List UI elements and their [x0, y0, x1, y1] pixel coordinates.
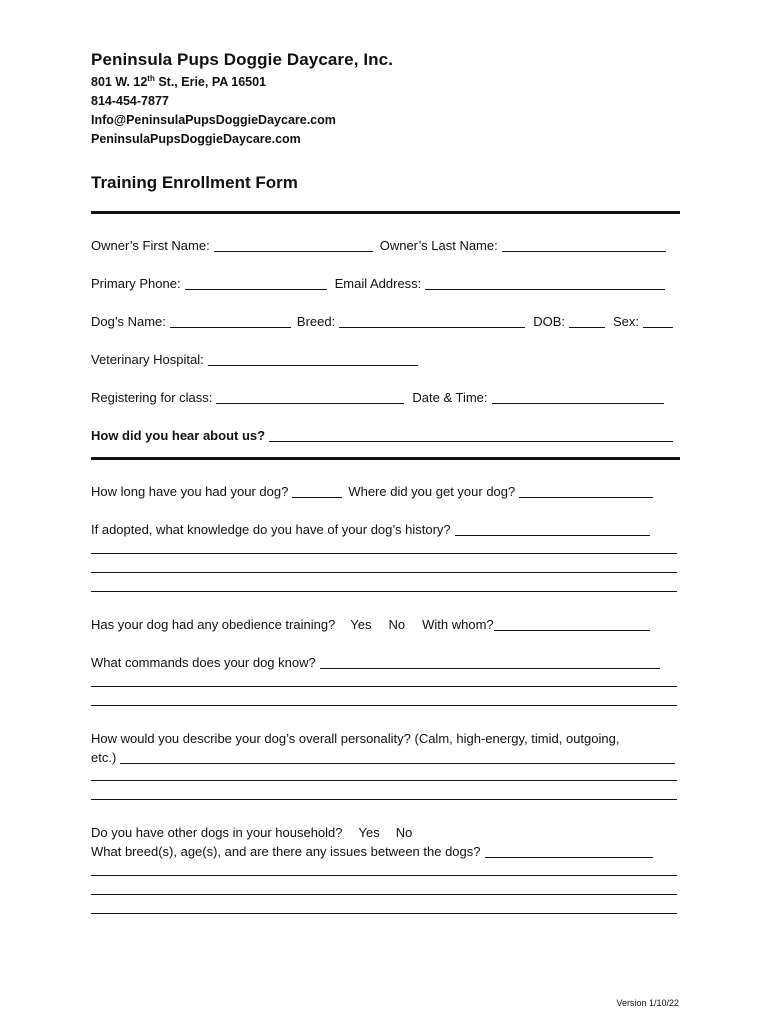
dog-info-row	[91, 309, 681, 329]
sex-label: Sex:	[613, 314, 640, 329]
date-time-label: Date & Time:	[412, 390, 488, 405]
dob-label: DOB:	[533, 314, 566, 329]
breeds-ages-field[interactable]	[485, 843, 653, 858]
owner-last-name-label: Owner’s Last Name:	[379, 238, 498, 253]
owner-last-name-field[interactable]	[502, 237, 666, 252]
address-ordinal-suffix: th	[147, 74, 155, 83]
adopted-history-field[interactable]	[455, 521, 650, 536]
how-long-field[interactable]	[292, 483, 342, 498]
version-label: Version 1/10/22	[616, 998, 679, 1008]
address-city: St., Erie, PA 16501	[154, 75, 267, 90]
website-line: PeninsulaPupsDoggieDaycare.com	[91, 132, 301, 146]
primary-phone-label: Primary Phone:	[91, 276, 181, 291]
dog-name-label: Dog’s Name:	[91, 314, 166, 329]
personality-row	[91, 726, 681, 746]
answer-line[interactable]	[91, 799, 677, 800]
answer-line[interactable]	[91, 591, 677, 592]
answer-line[interactable]	[91, 875, 677, 876]
owner-first-name-label: Owner’s First Name:	[91, 238, 210, 253]
breeds-ages-label: What breed(s), age(s), and are there any issues between the dogs?	[91, 844, 481, 859]
primary-phone-field[interactable]	[185, 275, 327, 290]
where-got-field[interactable]	[519, 483, 653, 498]
company-name: Peninsula Pups Doggie Daycare, Inc.	[91, 50, 394, 69]
answer-line[interactable]	[91, 705, 677, 706]
veterinary-hospital-label: Veterinary Hospital:	[91, 352, 204, 367]
dog-name-field[interactable]	[170, 313, 291, 328]
commands-label: What commands does your dog know?	[91, 655, 316, 670]
owner-name-row	[91, 233, 681, 253]
obedience-label: Has your dog had any obedience training?	[91, 617, 336, 632]
personality-label: How would you describe your dog’s overall personality? (Calm, high-energy, timid, outgoing,	[91, 731, 620, 746]
personality-field[interactable]	[120, 749, 675, 764]
adopted-row	[91, 517, 681, 537]
veterinary-hospital-field[interactable]	[208, 351, 418, 366]
address-line	[91, 75, 266, 89]
answer-line[interactable]	[91, 572, 677, 573]
ownership-row	[91, 479, 681, 499]
address-street: 801 W. 12	[91, 75, 148, 90]
answer-line[interactable]	[91, 553, 677, 554]
obedience-no-option[interactable]: No	[388, 617, 406, 632]
owner-first-name-field[interactable]	[214, 237, 373, 252]
form-title: Training Enrollment Form	[91, 173, 298, 192]
with-whom-label: With whom?	[422, 617, 494, 632]
date-time-field[interactable]	[492, 389, 664, 404]
where-got-label: Where did you get your dog?	[348, 484, 516, 499]
commands-row	[91, 650, 681, 670]
email-address-field[interactable]	[425, 275, 665, 290]
registering-class-field[interactable]	[216, 389, 404, 404]
answer-line[interactable]	[91, 780, 677, 781]
phone-line: 814-454-7877	[91, 94, 169, 108]
divider	[91, 457, 680, 460]
obedience-row	[91, 612, 681, 632]
answer-line[interactable]	[91, 913, 677, 914]
hear-about-us-label: How did you hear about us?	[91, 428, 266, 443]
referral-row	[91, 423, 681, 443]
contact-row	[91, 271, 681, 291]
sex-field[interactable]	[643, 313, 673, 328]
answer-line[interactable]	[91, 686, 677, 687]
email-address-label: Email Address:	[334, 276, 422, 291]
with-whom-field[interactable]	[494, 616, 650, 631]
hear-about-us-field[interactable]	[269, 427, 673, 442]
how-long-label: How long have you had your dog?	[91, 484, 289, 499]
adopted-history-label: If adopted, what knowledge do you have of your dog’s history?	[91, 522, 451, 537]
registering-class-label: Registering for class:	[91, 390, 213, 405]
dob-field[interactable]	[569, 313, 605, 328]
breeds-row	[91, 839, 681, 859]
other-dogs-row	[91, 820, 681, 840]
commands-field[interactable]	[320, 654, 660, 669]
other-dogs-label: Do you have other dogs in your household?	[91, 825, 343, 840]
personality-label-cont: etc.)	[91, 750, 117, 765]
divider	[91, 211, 680, 214]
class-row	[91, 385, 681, 405]
email-line: Info@PeninsulaPupsDoggieDaycare.com	[91, 113, 336, 127]
obedience-yes-option[interactable]: Yes	[350, 617, 372, 632]
answer-line[interactable]	[91, 894, 677, 895]
personality-row-cont	[91, 745, 681, 765]
breed-label: Breed:	[296, 314, 336, 329]
other-dogs-yes-option[interactable]: Yes	[358, 825, 380, 840]
other-dogs-no-option[interactable]: No	[395, 825, 413, 840]
vet-row	[91, 347, 681, 367]
breed-field[interactable]	[339, 313, 525, 328]
